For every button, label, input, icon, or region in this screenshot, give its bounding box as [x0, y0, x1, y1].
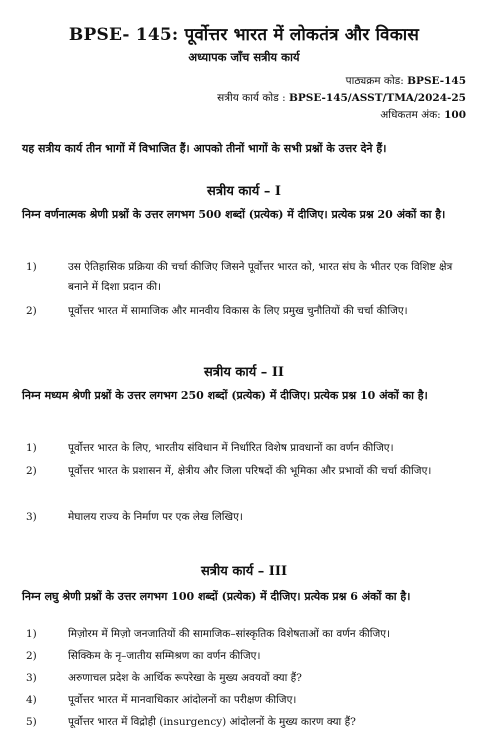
question-text: पूर्वोत्तर भारत के लिए, भारतीय संविधान में निर्धारित विशेष प्रावधानों का वर्णन कीजिए। — [68, 442, 394, 454]
course-code-label: पाठ्यक्रम कोड: — [345, 75, 404, 87]
question-number: 1) — [26, 442, 37, 454]
section-2-instruction: निम्न मध्यम श्रेणी प्रश्नों के उत्तर लगभग 250 शब्दों (प्रत्येक) में दीजिए। प्रत्येक प्रश्न 10 अंकों का है। — [22, 389, 428, 402]
section-3-question-4 — [26, 690, 472, 710]
section-3-heading: सत्रीय कार्य – III — [200, 564, 288, 579]
section-3-question-1 — [26, 624, 472, 644]
question-text: पूर्वोत्तर भारत में मानवाधिकार आंदोलनों का परीक्षण कीजिए। — [68, 694, 297, 706]
question-number: 3) — [26, 511, 37, 523]
max-marks-value: 100 — [444, 109, 466, 121]
assignment-code-value: BPSE-145/ASST/TMA/2024-25 — [288, 92, 466, 104]
question-number: 2) — [26, 650, 37, 662]
document-title: BPSE- 145: पूर्वोत्तर भारत में लोकतंत्र और विकास — [68, 25, 420, 45]
question-number: 2) — [26, 305, 37, 317]
section-3-question-5 — [26, 712, 472, 732]
section-3-instruction: निम्न लघु श्रेणी प्रश्नों के उत्तर लगभग 100 शब्दों (प्रत्येक) में दीजिए। प्रत्येक प्रश्न 6 अंकों का है। — [22, 590, 411, 603]
course-code-line — [346, 74, 466, 88]
assignment-code-label: सत्रीय कार्य कोड : — [217, 92, 286, 104]
question-number: 1) — [26, 261, 37, 273]
question-number: 4) — [26, 694, 37, 706]
section-2-question-1 — [26, 438, 472, 458]
question-number: 1) — [26, 628, 37, 640]
question-text: सिक्किम के नृ–जातीय सम्मिश्रण का वर्णन कीजिए। — [68, 650, 261, 662]
question-number: 3) — [26, 672, 37, 684]
question-text: अरुणाचल प्रदेश के आर्थिक रूपरेखा के मुख्य अवयवों क्या हैं? — [68, 672, 302, 684]
intro-text: यह सत्रीय कार्य तीन भागों में विभाजित हैं। आपको तीनों भागों के सभी प्रश्नों के उत्तर देने हैं। — [22, 142, 387, 155]
question-number: 5) — [26, 716, 37, 728]
question-text: पूर्वोत्तर भारत के प्रशासन में, क्षेत्रीय और जिला परिषदों की भूमिका और प्रभावों की चर्चा कीजिए। — [68, 465, 432, 477]
question-number: 2) — [26, 465, 37, 477]
question-text: मिज़ोरम में मिज़ो जनजातियों की सामाजिक–सांस्कृतिक विशेषताओं का वर्णन कीजिए। — [68, 628, 391, 640]
course-code-value: BPSE-145 — [407, 75, 466, 87]
max-marks-line — [380, 108, 466, 122]
section-1-question-1 — [26, 257, 472, 297]
section-2-question-2 — [26, 461, 472, 481]
section-1-heading: सत्रीय कार्य – I — [207, 184, 281, 199]
section-3-question-3 — [26, 668, 472, 688]
section-2-heading: सत्रीय कार्य – II — [203, 365, 284, 380]
question-text: मेघालय राज्य के निर्माण पर एक लेख लिखिए। — [68, 511, 243, 523]
section-1-instruction: निम्न वर्णनात्मक श्रेणी प्रश्नों के उत्तर लगभग 500 शब्दों (प्रत्येक) में दीजिए। प्रत्येक प्रश्न 20 अंकों का है। — [22, 208, 446, 221]
section-2-question-3 — [26, 507, 472, 527]
max-marks-label: अधिकतम अंक: — [380, 109, 441, 121]
section-1-question-2 — [26, 301, 472, 321]
assignment-code-line — [217, 91, 466, 105]
question-text: पूर्वोत्तर भारत में विद्रोही (insurgency) आंदोलनों के मुख्य कारण क्या हैं? — [68, 716, 356, 728]
document-subtitle: अध्यापक जाँच सत्रीय कार्य — [188, 50, 300, 64]
question-text: पूर्वोत्तर भारत में सामाजिक और मानवीय विकास के लिए प्रमुख चुनौतियों की चर्चा कीजिए। — [68, 305, 408, 317]
section-3-question-2 — [26, 646, 472, 666]
question-text: उस ऐतिहासिक प्रक्रिया की चर्चा कीजिए जिसने पूर्वोत्तर भारत को, भारत संघ के भीतर एक विशिष्ट क्षेत्र बनाने में दिशा प्रदान की। — [68, 261, 453, 293]
